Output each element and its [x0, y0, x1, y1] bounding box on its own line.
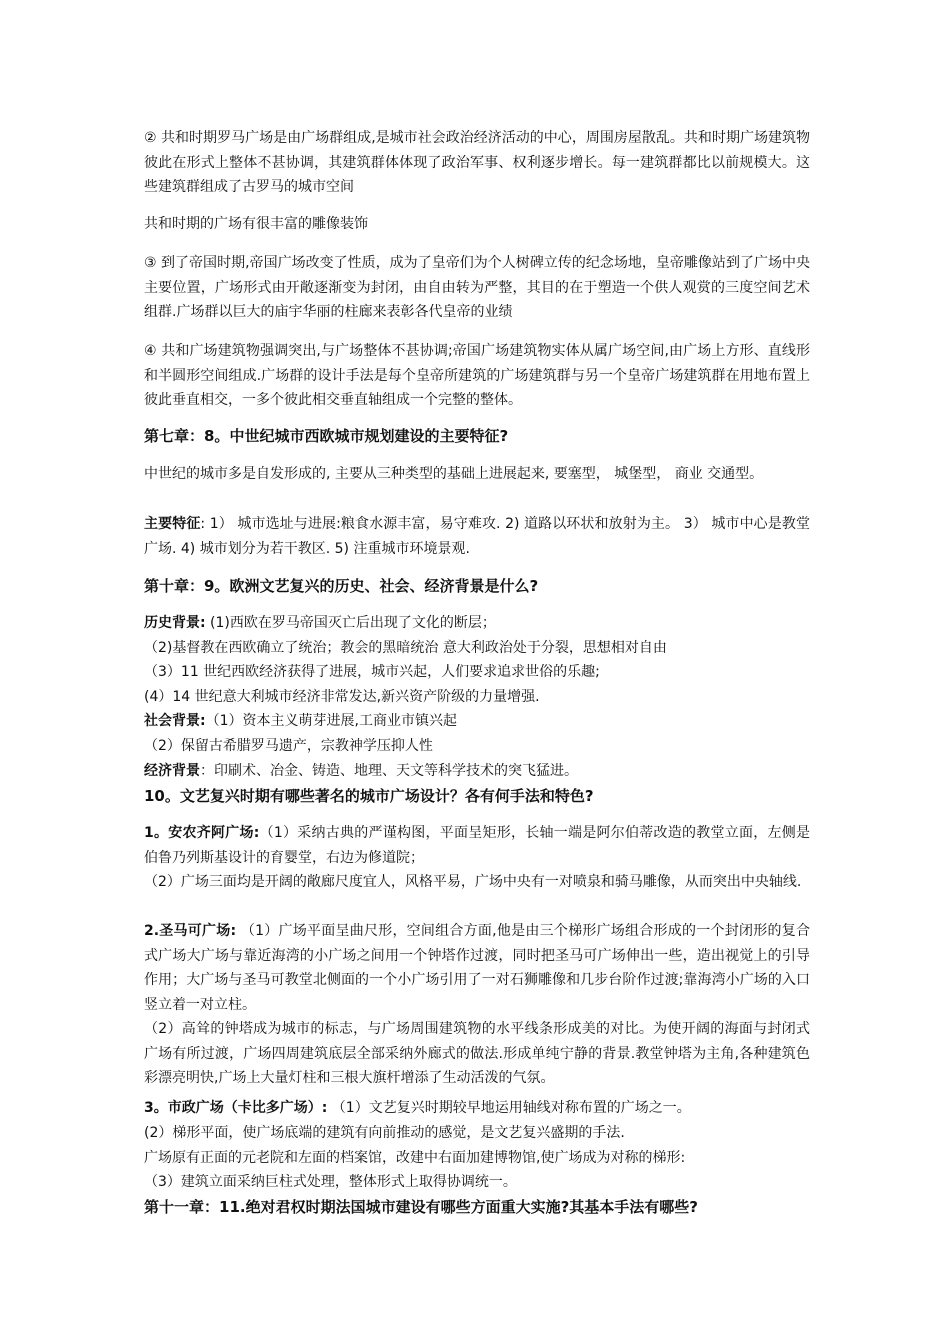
line-campidoglio-1 [144, 1096, 810, 1121]
text-campidoglio-1: （1）文艺复兴时期较早地运用轴线对称布置的广场之一。 [327, 1100, 691, 1116]
label-san-marco: 2.圣马可广场: [144, 923, 237, 939]
text-san-marco-1: （1）广场平面呈曲尺形，空间组合方面,他是由三个梯形广场组合形成的一个封闭形的复合式广场大广场与靠近海湾的小广场之间用一个钟塔作过渡，同时把圣马可广场伸出一些，造出视觉上的引导作用；大广场与圣马可教堂北侧面的一个小广场引用了一对石狮雕像和几步台阶作过渡;靠海湾小广场的入口竖立着一对立柱。 [144, 923, 810, 1013]
paragraph-medieval-features [144, 512, 810, 561]
label-history-background: 历史背景: [144, 615, 206, 631]
label-social-background: 社会背景: [144, 713, 206, 729]
line-campidoglio-3: 广场原有正面的元老院和左面的档案馆，改建中右面加建博物馆,使广场成为对称的梯形: [144, 1150, 686, 1166]
label-main-features: 主要特征 [144, 516, 201, 532]
paragraph-annunziata-2: （2）广场三面均是开阔的敞廊尺度宜人，风格平易，广场中央有一对喷泉和骑马雕像，从而突出中央轴线. [144, 874, 802, 890]
paragraph-medieval-origins: 中世纪的城市多是自发形成的, 主要从三种类型的基础上进展起来, 要塞型， 城堡型， 商业 交通型。 [144, 466, 764, 482]
paragraph-annunziata-1 [144, 821, 810, 870]
paragraph-san-marco-1 [144, 919, 810, 1017]
line-history-1 [144, 611, 810, 636]
text-history-1: (1)西欧在罗马帝国灭亡后出现了文化的断层； [205, 615, 496, 631]
line-history-4: (4）14 世纪意大利城市经济非常发达,新兴资产阶级的力量增强. [144, 689, 540, 705]
label-annunziata: 1。安农齐阿广场: [144, 825, 260, 841]
paragraph-forum-comparison: ④ 共和广场建筑物强调突出,与广场整体不甚协调;帝国广场建筑物实体从属广场空间,由广场上方形、直线形和半圆形空间组成.广场群的设计手法是每个皇帝所建筑的广场建筑群与另一个皇帝广场建筑群在用地布置上彼此垂直相交，一多个彼此相交垂直轴组成一个完整的整体。 [144, 343, 810, 408]
line-economic [144, 759, 810, 784]
paragraph-republic-statues: 共和时期的广场有很丰富的雕像装饰 [144, 216, 368, 232]
heading-chapter-11: 第十一章：11.绝对君权时期法国城市建设有哪些方面重大实施?其基本手法有哪些? [144, 1198, 698, 1216]
line-history-2: （2)基督教在西欧确立了统治；教会的黑暗统治 意大利政治处于分裂，思想相对自由 [144, 640, 667, 656]
line-social-1 [144, 709, 810, 734]
paragraph-imperial-forum: ③ 到了帝国时期,帝国广场改变了性质，成为了皇帝们为个人树碑立传的纪念场地，皇帝雕像站到了广场中央主要位置，广场形式由开敞逐渐变为封闭，由自由转为严整，其目的在于塑造一个供人观赏的三度空间艺术组群.广场群以巨大的庙宇华丽的柱廊来表彰各代皇帝的业绩 [144, 255, 810, 320]
text-economic: ：印刷术、冶金、铸造、地理、天文等科学技术的突飞猛进。 [200, 763, 578, 779]
text-annunziata-1: （1）采纳古典的严谨构图，平面呈矩形，长轴一端是阿尔伯蒂改造的教堂立面，左侧是伯鲁乃列斯基设计的育婴堂，右边为修道院； [144, 825, 810, 866]
heading-chapter-10: 第十章：9。欧洲文艺复兴的历史、社会、经济背景是什么? [144, 577, 539, 595]
label-campidoglio: 3。市政广场（卡比多广场）: [144, 1100, 328, 1116]
paragraph-san-marco-2: （2）高耸的钟塔成为城市的标志，与广场周围建筑物的水平线条形成美的对比。为使开阔的海面与封闭式广场有所过渡，广场四周建筑底层全部采纳外廊式的做法.形成单纯宁静的背景.教堂钟塔为主角,各种建筑色彩漂亮明快,广场上大量灯柱和三根大旗杆增添了生动活泼的气氛。 [144, 1021, 810, 1086]
label-economic-background: 经济背景 [144, 763, 200, 779]
heading-question-10: 10。文艺复兴时期有哪些著名的城市广场设计？各有何手法和特色? [144, 787, 594, 805]
line-social-2: （2）保留古希腊罗马遗产，宗教神学压抑人性 [144, 738, 433, 754]
paragraph-republic-forum: ② 共和时期罗马广场是由广场群组成,是城市社会政治经济活动的中心，周围房屋散乱。共和时期广场建筑物彼此在形式上整体不甚协调，其建筑群体体现了政治军事、权利逐步增长。每一建筑群都比以前规模大。这些建筑群组成了古罗马的城市空间 [144, 130, 810, 195]
text-main-features: : 1） 城市选址与进展:粮食水源丰富，易守难攻. 2) 道路以环状和放射为主。 3） 城市中心是教堂广场. 4) 城市划分为若干教区. 5) 注重城市环境景观. [144, 516, 810, 557]
line-campidoglio-2: (2）梯形平面，使广场底端的建筑有向前推动的感觉，是文艺复兴盛期的手法. [144, 1125, 625, 1141]
line-history-3: （3）11 世纪西欧经济获得了进展，城市兴起，人们要求追求世俗的乐趣; [144, 664, 600, 680]
heading-chapter-7: 第七章：8。中世纪城市西欧城市规划建设的主要特征? [144, 427, 509, 445]
text-social-1: （1）资本主义萌芽进展,工商业市镇兴起 [205, 713, 457, 729]
line-campidoglio-4: （3）建筑立面采纳巨柱式处理，整体形式上取得协调统一。 [144, 1174, 517, 1190]
